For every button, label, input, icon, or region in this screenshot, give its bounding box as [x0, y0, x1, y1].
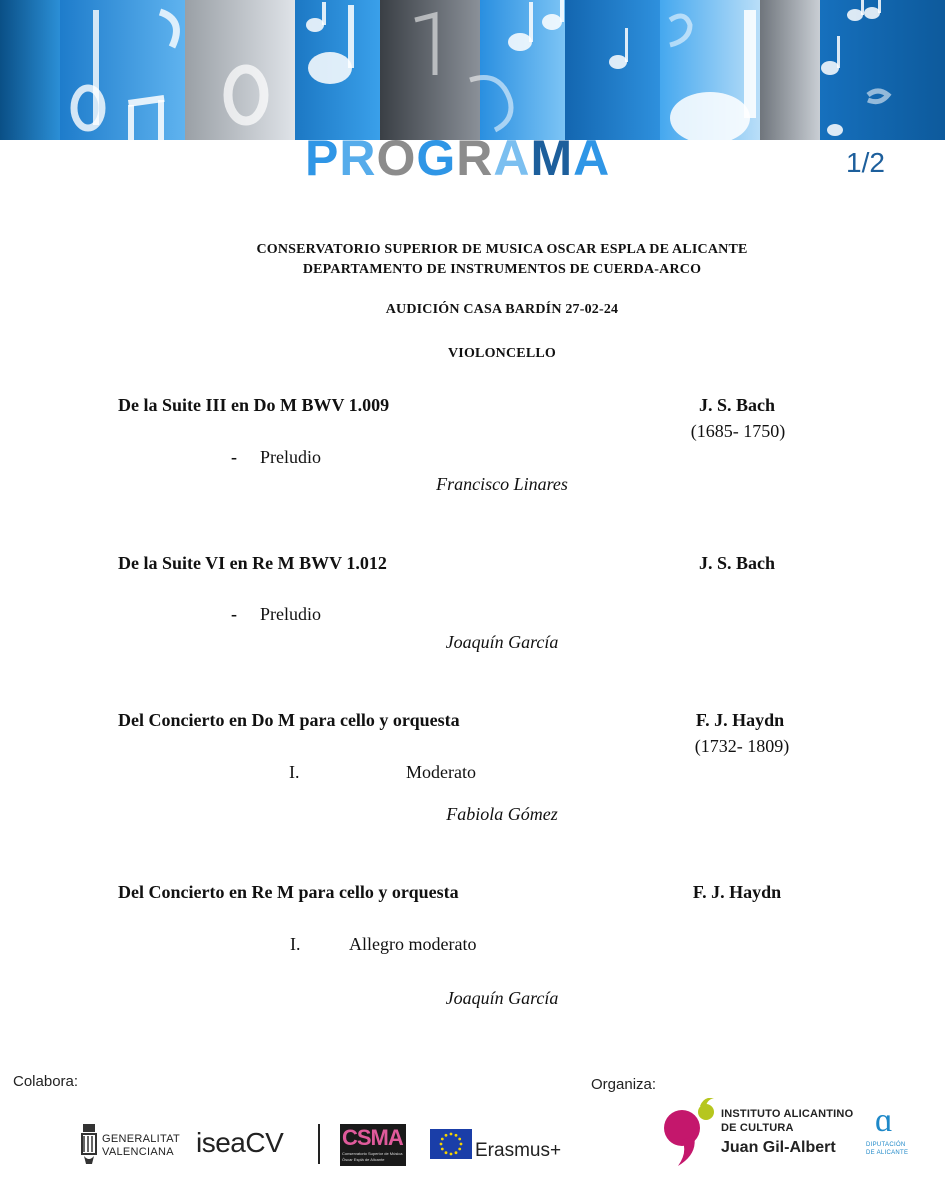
title-letter: G: [416, 130, 457, 186]
work-title: Del Concierto en Do M para cello y orquesta: [118, 710, 460, 730]
bass-clef-icon: [470, 78, 511, 131]
work-title: De la Suite III en Do M BWV 1.009: [118, 395, 390, 415]
generalitat-line1: GENERALITAT: [102, 1133, 181, 1145]
title-letter: R: [339, 130, 377, 186]
movement-name: Preludio: [260, 604, 321, 624]
logo-divider: [318, 1124, 320, 1164]
generalitat-line2: VALENCIANA: [102, 1146, 174, 1158]
csma-logo: [340, 1124, 406, 1166]
composer-name: J. S. Bach: [698, 395, 776, 415]
diputacion-line2: DE ALICANTE: [866, 1150, 909, 1156]
treble-clef-icon: [228, 69, 264, 121]
iseacv-logo: iseaCV: [196, 1127, 284, 1158]
csma-logo-text: CSMA: [342, 1125, 403, 1150]
bass-clef-icon: [160, 12, 176, 47]
title-letter: M: [530, 130, 574, 186]
music-notes-decoration: [0, 0, 945, 140]
movement-marker: -: [231, 447, 237, 467]
performer-name: Joaquín García: [445, 988, 559, 1008]
colabora-label: Colabora:: [13, 1073, 79, 1090]
eu-flag-icon: [430, 1129, 472, 1159]
event-title: AUDICIÓN CASA BARDÍN 27-02-24: [385, 302, 619, 317]
composer-name: F. J. Haydn: [695, 710, 785, 730]
movement-marker: I.: [289, 762, 300, 782]
comma-mark-icon: [664, 1098, 720, 1168]
eighth-note-icon: [508, 33, 532, 51]
eighth-note-icon: [306, 18, 324, 32]
iac-line1: INSTITUTO ALICANTINO: [721, 1108, 854, 1120]
title-letter: O: [376, 130, 417, 186]
composer-name: F. J. Haydn: [692, 882, 782, 902]
movement-marker: -: [231, 604, 237, 624]
work-title: De la Suite VI en Re M BWV 1.012: [118, 553, 387, 573]
iac-line2: DE CULTURA: [721, 1122, 794, 1134]
header-banner: [0, 0, 945, 140]
institution-name: CONSERVATORIO SUPERIOR DE MUSICA OSCAR ESPLA DE ALICANTE: [256, 242, 748, 257]
large-note-icon: [670, 92, 750, 140]
csma-subtitle-1: Conservatorio Superior de Música: [342, 1151, 403, 1156]
work-title: Del Concierto en Re M para cello y orquesta: [118, 882, 459, 902]
eighth-note-icon: [609, 55, 627, 69]
performer-name: Joaquín García: [445, 632, 559, 652]
composer-name: J. S. Bach: [698, 553, 776, 573]
title-letter: R: [456, 130, 494, 186]
department-name: DEPARTAMENTO DE INSTRUMENTOS DE CUERDA-ARCO: [302, 262, 702, 277]
movement-name: Moderato: [406, 762, 476, 782]
erasmus-text: Erasmus+: [475, 1140, 562, 1161]
performer-name: Francisco Linares: [436, 474, 568, 494]
composer-dates: (1732- 1809): [694, 736, 790, 756]
diputacion-line1: DIPUTACIÓN: [866, 1142, 906, 1148]
movement-marker: I.: [290, 934, 301, 954]
title-letter: A: [493, 130, 531, 186]
instrument-heading: VIOLONCELLO: [448, 346, 556, 361]
performer-name: Fabiola Gómez: [446, 804, 558, 824]
composer-dates: (1685- 1750): [690, 421, 786, 441]
bass-clef-icon: [868, 91, 888, 102]
movement-name: Preludio: [260, 447, 321, 467]
diputacion-mark-icon: ɑ: [875, 1102, 893, 1139]
coat-of-arms-icon: [80, 1124, 98, 1166]
iac-line3: Juan Gil-Albert: [721, 1139, 836, 1156]
eighth-note-icon: [821, 61, 839, 75]
title-letter: A: [573, 130, 611, 186]
movement-name: Allegro moderato: [349, 934, 477, 954]
organiza-label: Organiza:: [591, 1076, 657, 1093]
csma-subtitle-2: Óscar Esplá de Alicante: [342, 1157, 385, 1162]
title-letter: P: [305, 130, 340, 186]
eighth-note-icon: [308, 52, 352, 84]
page-number: 1/2: [846, 147, 885, 178]
treble-clef-icon: [670, 16, 690, 45]
page-title: [305, 128, 611, 186]
